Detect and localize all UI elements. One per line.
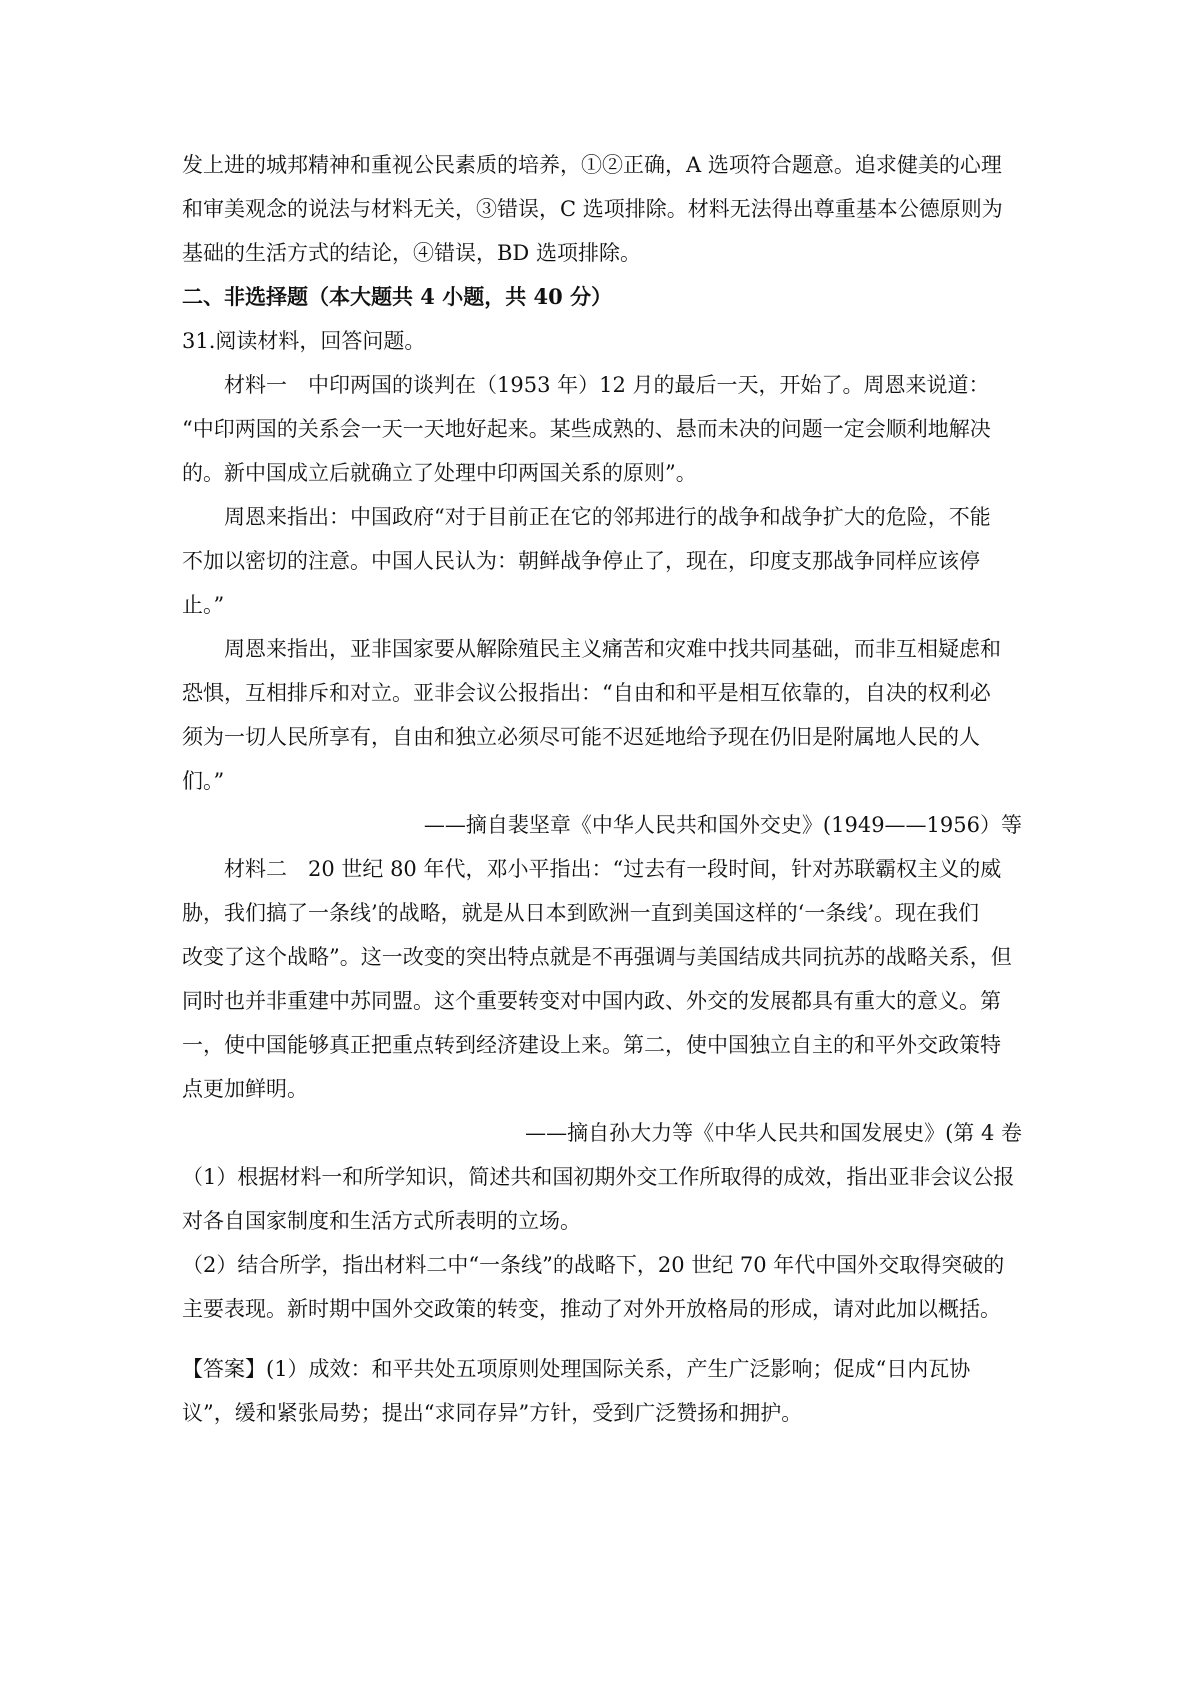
material-two-paragraph: 材料二 20 世纪 80 年代，邓小平指出：“过去有一段时间，针对苏联霸权主义的威: [224, 857, 1002, 881]
text-line: 对各自国家制度和生活方式所表明的立场。: [182, 1209, 581, 1233]
text-line: 止。”: [182, 593, 225, 617]
text-line: 改变了这个战略”。这一改变的突出特点就是不再强调与美国结成共同抗苏的战略关系，但: [182, 945, 1012, 969]
text-line: 基础的生活方式的结论，④错误，BD 选项排除。: [182, 241, 641, 265]
answer-line: 【答案】(1）成效：和平共处五项原则处理国际关系，产生广泛影响；促成“日内瓦协: [182, 1357, 971, 1381]
text-line: 主要表现。新时期中国外交政策的转变，推动了对外开放格局的形成，请对此加以概括。: [182, 1297, 1001, 1321]
source-citation: ——摘自孙大力等《中华人民共和国发展史》(第 4 卷: [525, 1121, 1022, 1145]
text-line: 同时也并非重建中苏同盟。这个重要转变对中国内政、外交的发展都具有重大的意义。第: [182, 989, 1001, 1013]
document-page: [182, 150, 1022, 1442]
sub-question-2: （2）结合所学，指出材料二中“一条线”的战略下，20 世纪 70 年代中国外交取得突破的: [182, 1253, 1005, 1277]
text-line: 不加以密切的注意。中国人民认为：朝鲜战争停止了，现在，印度支那战争同样应该停: [182, 549, 980, 573]
material-one-paragraph: 材料一 中印两国的谈判在（1953 年）12 月的最后一天，开始了。周恩来说道：: [224, 373, 990, 397]
paragraph-start: 周恩来指出，亚非国家要从解除殖民主义痛苦和灾难中找共同基础，而非互相疑虑和: [224, 637, 1001, 661]
paragraph-start: 周恩来指出：中国政府“对于目前正在它的邻邦进行的战争和战争扩大的危险，不能: [224, 505, 991, 529]
text-line: 议”，缓和紧张局势；提出“求同存异”方针，受到广泛赞扬和拥护。: [182, 1401, 803, 1425]
text-line: 发上进的城邦精神和重视公民素质的培养，①②正确，A 选项符合题意。追求健美的心理: [182, 153, 1002, 177]
text-line: “中印两国的关系会一天一天地好起来。某些成熟的、悬而未决的问题一定会顺利地解决: [182, 417, 991, 441]
text-line: 们。”: [182, 769, 225, 793]
text-line: 点更加鲜明。: [182, 1077, 308, 1101]
sub-question-1: （1）根据材料一和所学知识，简述共和国初期外交工作所取得的成效，指出亚非会议公报: [182, 1165, 1015, 1189]
text-line: 一，使中国能够真正把重点转到经济建设上来。第二，使中国独立自主的和平外交政策特: [182, 1033, 1001, 1057]
text-line: 胁，我们搞了一条线’的战略，就是从日本到欧洲一直到美国这样的‘一条线’。现在我们: [182, 901, 980, 925]
source-citation: ——摘自裴坚章《中华人民共和国外交史》(1949——1956）等: [423, 813, 1022, 837]
text-line: 须为一切人民所享有，自由和独立必须尽可能不迟延地给予现在仍旧是附属地人民的人: [182, 725, 980, 749]
text-line: 恐惧，互相排斥和对立。亚非会议公报指出：“自由和和平是相互依靠的，自决的权利必: [182, 681, 991, 705]
question-title: 31.阅读材料，回答问题。: [182, 329, 426, 353]
text-line: 的。新中国成立后就确立了处理中印两国关系的原则”。: [182, 461, 697, 485]
text-line: 和审美观念的说法与材料无关，③错误，C 选项排除。材料无法得出尊重基本公德原则为: [182, 197, 1003, 221]
section-heading: 二、非选择题（本大题共 4 小题，共 40 分）: [182, 284, 613, 309]
